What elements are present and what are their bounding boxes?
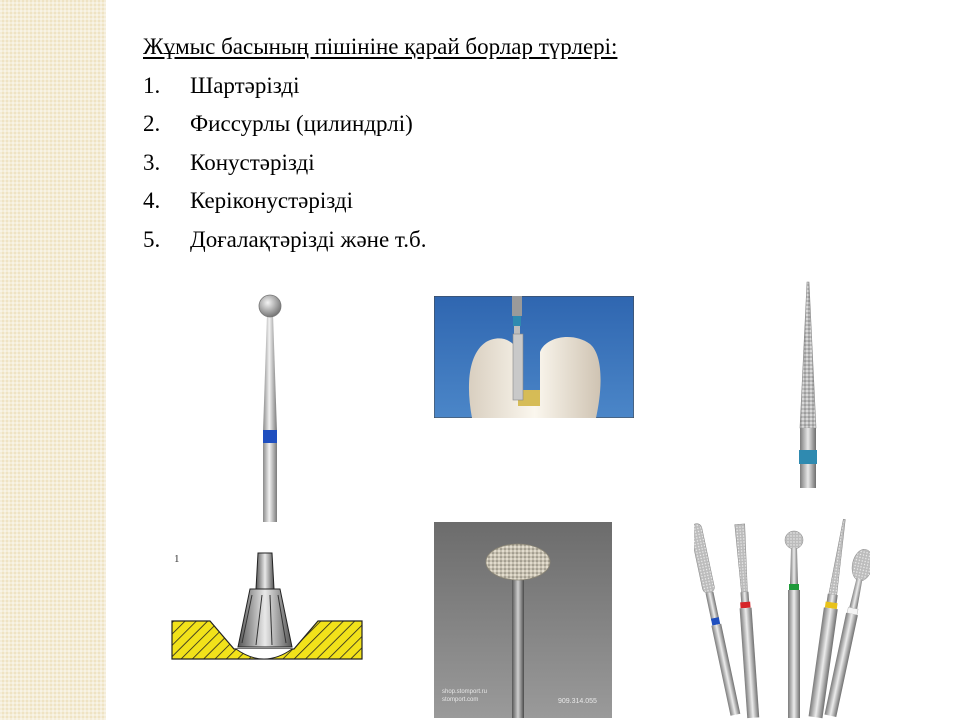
list-text: Керіконустәрізді [190,188,353,214]
list-item [143,105,923,144]
list-number: 2. [143,111,161,137]
list-text: Фиссурлы (цилиндрлі) [190,111,413,137]
decorative-side-strip [0,0,106,720]
list-number: 3. [143,149,161,175]
diagram-label: 1 [174,553,180,565]
tooth-photo-image [434,296,634,418]
list-item [143,144,923,183]
slide-text [143,28,923,260]
list-item [143,182,923,221]
photo-caption-left: shop.stomport.ru stomport.com [442,689,488,703]
slide-heading: Жұмыс басының пішініне қарай борлар түрлері: [143,34,618,59]
list-text: Конустәрізді [190,149,315,175]
list-item [143,67,923,106]
bur-set-image [694,514,870,720]
wheel-bur-photo [434,522,612,718]
photo-caption-right: 909.314.055 [558,698,597,705]
cone-bur-image [778,278,838,488]
list-number: 5. [143,226,161,252]
list-text: Доғалақтәрізді және т.б. [190,226,427,252]
list-item [143,221,923,260]
list-number: 4. [143,188,161,214]
list-text: Шартәрізді [190,72,300,98]
inverted-cone-diagram [170,545,366,665]
round-bur-image [240,282,300,522]
list-number: 1. [143,72,161,98]
